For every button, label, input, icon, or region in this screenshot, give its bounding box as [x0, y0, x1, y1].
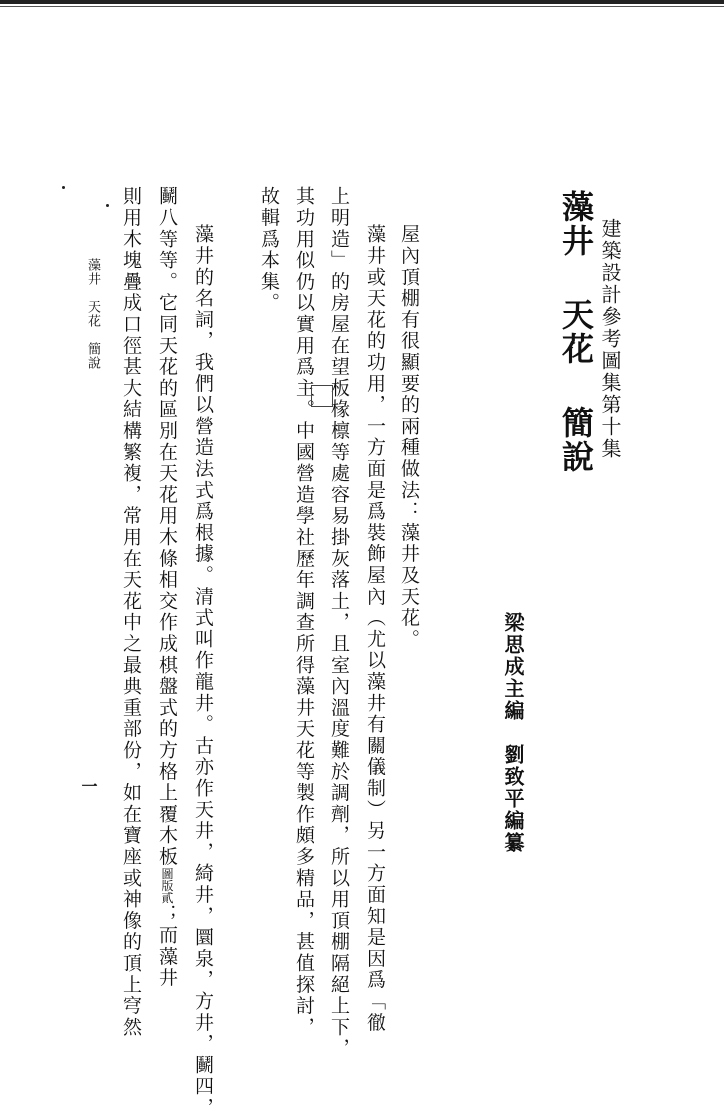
body-line-5: 故輯爲本集。	[258, 186, 280, 314]
body-line-3: 上明造」的房屋在望板椽檩等處容易掛灰落土，且室內溫度難於調劑，所以用頂棚隔絕上下，	[328, 186, 350, 1060]
body-line-7-text: 鬭八等等。它同天花的區別在天花用木條相交作成棋盤式的方格上覆木板	[156, 186, 178, 868]
top-border-thin-rule	[0, 6, 724, 7]
body-line-1: 屋內頂棚有很顯要的兩種做法：藻井及天花。	[398, 224, 420, 650]
page-number: 一	[79, 778, 98, 794]
body-line-7	[157, 186, 176, 989]
editors-line: 梁思成主編 劉致平編纂	[501, 612, 525, 854]
scan-speck	[106, 204, 109, 207]
body-line-8: 則用木塊疊成口徑甚大結構繁複，常用在天花中之最典重部份，如在寶座或神像的頂上穹然	[120, 186, 142, 1038]
main-title: 藻井 天花 簡說	[557, 190, 595, 474]
series-title: 建築設計參考圖集第十集	[598, 218, 622, 460]
top-border-rule	[0, 0, 724, 4]
inline-plate-note: 圖版貳	[160, 867, 174, 904]
body-line-6: 藻井的名詞，我們以營造法式爲根據。清式叫作龍井。古亦作天井，綺井，圜泉，方井，鬭四，	[192, 224, 214, 1119]
text-box-marker	[311, 385, 333, 407]
body-line-7-tail: ；而藻井	[156, 903, 178, 989]
scan-speck	[62, 186, 65, 189]
running-footer-label: 藻井 天花 簡說	[85, 258, 100, 370]
body-line-2: 藻井或天花的功用，一方面是爲裝飾屋內（尤以藻井有關儀制）另一方面知是因爲「徹	[364, 224, 386, 1034]
body-line-4: 其功用似仍以實用爲主。中國營造學社歷年調查所得藻井天花等製作頗多精品，甚值探討，	[293, 186, 315, 1038]
